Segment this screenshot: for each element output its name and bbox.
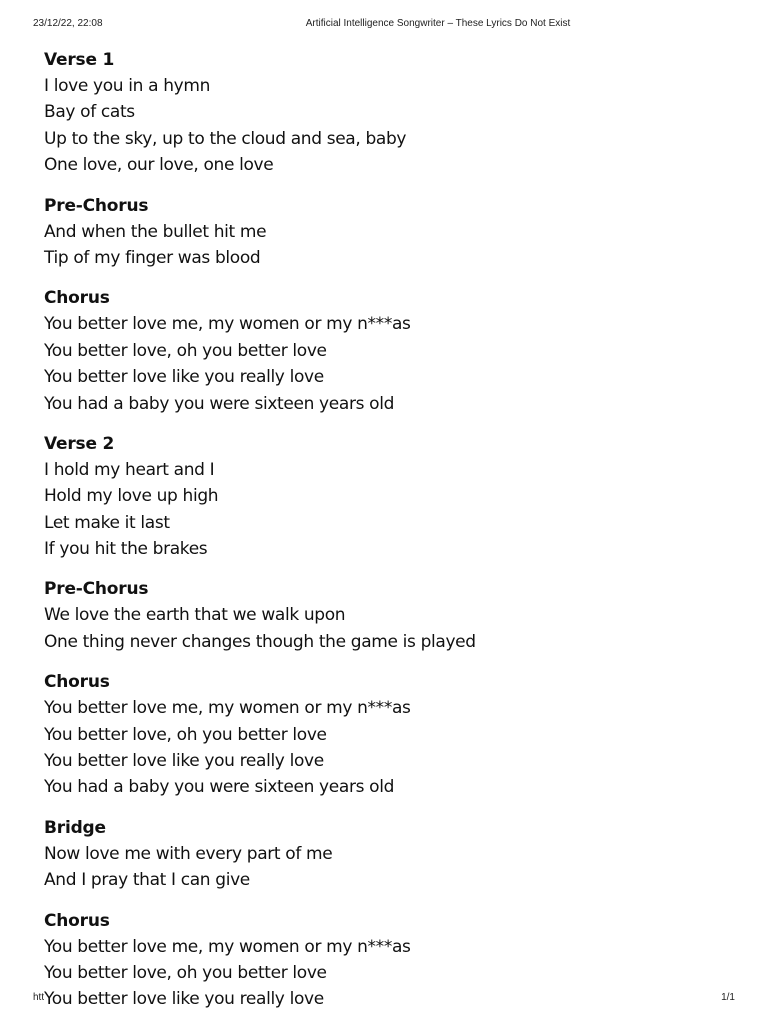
lyric-section bbox=[44, 576, 744, 655]
page-counter: 1/1 bbox=[721, 992, 735, 1003]
lyric-line: You better love me, my women or my n***as bbox=[44, 314, 411, 335]
section-heading: Bridge bbox=[44, 817, 106, 838]
lyric-section bbox=[44, 431, 744, 563]
lyric-line: I love you in a hymn bbox=[44, 76, 210, 96]
lyric-line: You better love, oh you better love bbox=[44, 724, 327, 745]
print-header bbox=[0, 18, 768, 32]
lyric-line: Hold my love up high bbox=[44, 486, 219, 507]
section-heading: Pre-Chorus bbox=[44, 579, 149, 600]
lyric-line: Let make it last bbox=[44, 512, 170, 533]
lyric-line: I hold my heart and I bbox=[44, 459, 215, 480]
lyric-line: Bay of cats bbox=[44, 102, 135, 123]
section-heading: Chorus bbox=[44, 672, 110, 693]
lyric-line: You better love, oh you better love bbox=[44, 962, 327, 983]
lyric-line: And I pray that I can give bbox=[44, 870, 250, 891]
lyric-section bbox=[44, 815, 744, 894]
lyric-line: You better love like you really love bbox=[44, 367, 324, 388]
section-heading: Chorus bbox=[44, 910, 110, 931]
lyric-line: We love the earth that we walk upon bbox=[44, 605, 346, 626]
lyric-line: You had a baby you were sixteen years old bbox=[44, 777, 395, 798]
lyric-section bbox=[44, 669, 744, 801]
section-heading: Verse 2 bbox=[44, 433, 115, 454]
section-heading: Verse 1 bbox=[44, 50, 115, 70]
print-datetime: 23/12/22, 22:08 bbox=[33, 18, 103, 29]
lyric-line: Up to the sky, up to the cloud and sea, baby bbox=[44, 128, 407, 149]
lyric-section bbox=[44, 285, 744, 417]
lyric-line: You better love me, my women or my n***as bbox=[44, 698, 411, 719]
lyrics-body bbox=[44, 47, 744, 1024]
lyric-line: Tip of my finger was blood bbox=[44, 247, 261, 268]
print-footer bbox=[0, 992, 768, 1006]
lyric-line: If you hit the brakes bbox=[44, 539, 208, 560]
lyric-section bbox=[44, 47, 744, 179]
lyric-line: You better love like you really love bbox=[44, 751, 324, 772]
lyric-line: You better love me, my women or my n***as bbox=[44, 936, 411, 957]
lyric-line: You had a baby you were sixteen years old bbox=[44, 393, 395, 414]
lyric-line: One love, our love, one love bbox=[44, 155, 274, 176]
section-heading: Chorus bbox=[44, 288, 110, 309]
lyric-section bbox=[44, 193, 744, 272]
lyric-line: Now love me with every part of me bbox=[44, 843, 333, 864]
section-heading: Pre-Chorus bbox=[44, 195, 149, 216]
print-url: htt bbox=[33, 992, 44, 1003]
lyric-line: And when the bullet hit me bbox=[44, 221, 267, 242]
lyric-line: You better love, oh you better love bbox=[44, 340, 327, 361]
page-title: Artificial Intelligence Songwriter – These Lyrics Do Not Exist bbox=[305, 18, 571, 29]
lyric-line: You better love like you really love bbox=[44, 989, 324, 1010]
lyric-line: One thing never changes though the game is played bbox=[44, 631, 476, 652]
